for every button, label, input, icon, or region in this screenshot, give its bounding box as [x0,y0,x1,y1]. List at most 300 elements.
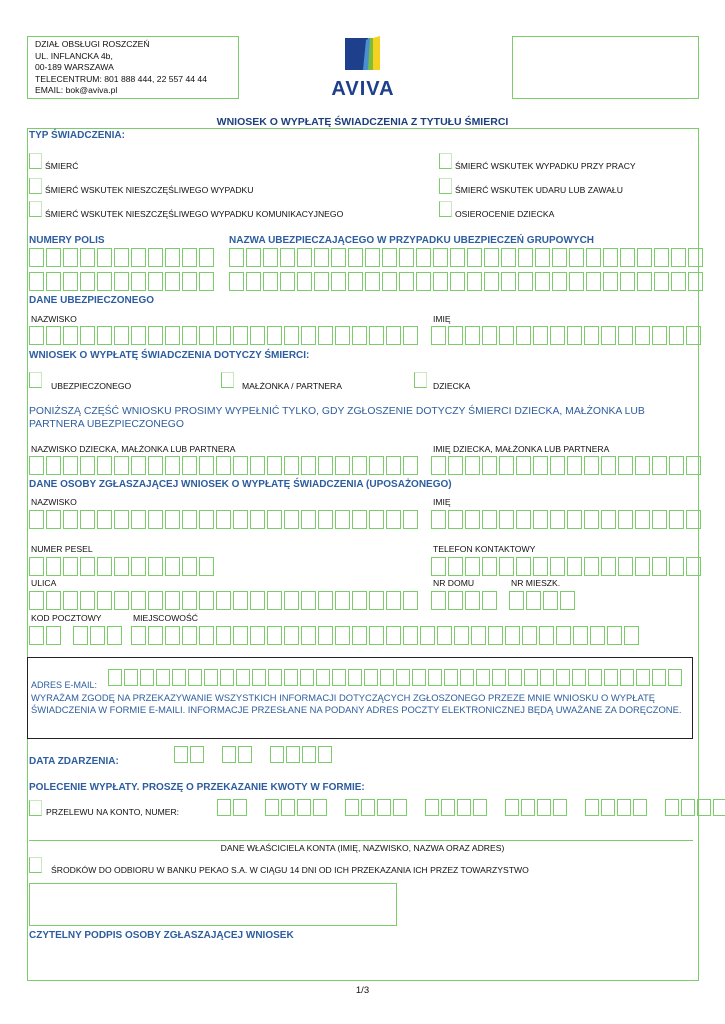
input-cell[interactable] [97,326,112,345]
input-cell[interactable] [345,799,359,816]
input-cell[interactable] [501,248,516,267]
insured-name-input[interactable] [431,326,703,345]
input-cell[interactable] [492,669,506,686]
input-cell[interactable] [250,456,265,475]
child-partner-name-input[interactable] [431,456,703,475]
input-cell[interactable] [522,626,537,645]
input-cell[interactable] [377,799,391,816]
input-cell[interactable] [403,626,418,645]
input-cell[interactable] [188,669,202,686]
input-cell[interactable] [63,557,78,576]
input-cell[interactable] [369,326,384,345]
input-cell[interactable] [148,510,163,529]
input-cell[interactable] [220,669,234,686]
input-cell[interactable] [572,669,586,686]
input-cell[interactable] [382,248,397,267]
input-cell[interactable] [348,272,363,291]
input-cell[interactable] [403,456,418,475]
input-cell[interactable] [46,626,61,645]
input-cell[interactable] [668,669,682,686]
input-cell[interactable] [688,248,703,267]
input-cell[interactable] [686,326,701,345]
input-cell[interactable] [297,799,311,816]
input-cell[interactable] [637,272,652,291]
input-cell[interactable] [499,326,514,345]
input-cell[interactable] [652,456,667,475]
input-cell[interactable] [199,326,214,345]
input-cell[interactable] [552,248,567,267]
input-cell[interactable] [124,669,138,686]
input-cell[interactable] [550,326,565,345]
input-cell[interactable] [352,626,367,645]
input-cell[interactable] [454,626,469,645]
input-cell[interactable] [148,456,163,475]
input-cell[interactable] [313,799,327,816]
input-cell[interactable] [46,510,61,529]
input-cell[interactable] [590,626,605,645]
input-cell[interactable] [165,510,180,529]
input-cell[interactable] [431,456,446,475]
input-cell[interactable] [403,510,418,529]
input-cell[interactable] [431,326,446,345]
input-cell[interactable] [603,248,618,267]
input-cell[interactable] [669,456,684,475]
input-cell[interactable] [573,626,588,645]
input-cell[interactable] [601,456,616,475]
input-cell[interactable] [284,591,299,610]
input-cell[interactable] [182,456,197,475]
input-cell[interactable] [425,799,439,816]
input-cell[interactable] [601,510,616,529]
input-cell[interactable] [499,456,514,475]
input-cell[interactable] [301,510,316,529]
input-cell[interactable] [476,669,490,686]
input-cell[interactable] [301,326,316,345]
input-cell[interactable] [560,591,575,610]
input-cell[interactable] [182,272,197,291]
input-cell[interactable] [386,591,401,610]
input-cell[interactable] [601,799,615,816]
input-cell[interactable] [654,248,669,267]
input-cell[interactable] [467,248,482,267]
event-date-input[interactable] [174,746,334,763]
signature-box[interactable] [29,883,397,926]
input-cell[interactable] [314,248,329,267]
input-cell[interactable] [686,456,701,475]
input-cell[interactable] [284,669,298,686]
input-cell[interactable] [567,557,582,576]
input-cell[interactable] [286,746,300,763]
input-cell[interactable] [182,591,197,610]
input-cell[interactable] [380,669,394,686]
input-cell[interactable] [482,456,497,475]
input-cell[interactable] [236,669,250,686]
input-cell[interactable] [348,669,362,686]
input-cell[interactable] [331,272,346,291]
input-cell[interactable] [713,799,725,816]
input-cell[interactable] [624,626,639,645]
policy-number-2-input[interactable] [29,272,216,291]
input-cell[interactable] [29,626,44,645]
input-cell[interactable] [270,746,284,763]
input-cell[interactable] [233,326,248,345]
input-cell[interactable] [216,626,231,645]
input-cell[interactable] [681,799,695,816]
input-cell[interactable] [335,591,350,610]
input-cell[interactable] [431,510,446,529]
input-cell[interactable] [448,510,463,529]
input-cell[interactable] [63,248,78,267]
input-cell[interactable] [29,248,44,267]
input-cell[interactable] [352,456,367,475]
input-cell[interactable] [669,510,684,529]
input-cell[interactable] [396,669,410,686]
input-cell[interactable] [97,510,112,529]
input-cell[interactable] [671,248,686,267]
input-cell[interactable] [318,326,333,345]
input-cell[interactable] [165,456,180,475]
input-cell[interactable] [335,510,350,529]
input-cell[interactable] [80,272,95,291]
city-input[interactable] [131,626,641,645]
input-cell[interactable] [533,326,548,345]
input-cell[interactable] [302,746,316,763]
input-cell[interactable] [331,248,346,267]
input-cell[interactable] [567,510,582,529]
input-cell[interactable] [148,591,163,610]
insured-surname-input[interactable] [29,326,420,345]
input-cell[interactable] [665,799,679,816]
input-cell[interactable] [382,272,397,291]
input-cell[interactable] [352,591,367,610]
input-cell[interactable] [618,510,633,529]
input-cell[interactable] [217,799,231,816]
input-cell[interactable] [484,248,499,267]
input-cell[interactable] [521,799,535,816]
input-cell[interactable] [46,272,61,291]
input-cell[interactable] [585,799,599,816]
input-cell[interactable] [550,456,565,475]
input-cell[interactable] [386,456,401,475]
input-cell[interactable] [365,248,380,267]
input-cell[interactable] [508,669,522,686]
input-cell[interactable] [441,799,455,816]
checkbox-bank-pickup[interactable] [29,857,42,873]
input-cell[interactable] [482,557,497,576]
input-cell[interactable] [403,591,418,610]
input-cell[interactable] [297,272,312,291]
input-cell[interactable] [686,557,701,576]
input-cell[interactable] [524,669,538,686]
input-cell[interactable] [46,591,61,610]
input-cell[interactable] [97,248,112,267]
input-cell[interactable] [399,272,414,291]
input-cell[interactable] [467,272,482,291]
input-cell[interactable] [182,557,197,576]
input-cell[interactable] [428,669,442,686]
input-cell[interactable] [465,326,480,345]
input-cell[interactable] [114,248,129,267]
input-cell[interactable] [617,799,631,816]
input-cell[interactable] [46,326,61,345]
input-cell[interactable] [172,669,186,686]
input-cell[interactable] [250,510,265,529]
input-cell[interactable] [73,626,88,645]
input-cell[interactable] [635,456,650,475]
input-cell[interactable] [267,591,282,610]
input-cell[interactable] [284,326,299,345]
input-cell[interactable] [46,557,61,576]
input-cell[interactable] [431,557,446,576]
input-cell[interactable] [618,557,633,576]
input-cell[interactable] [199,626,214,645]
input-cell[interactable] [114,591,129,610]
postcode-input[interactable] [29,626,124,645]
input-cell[interactable] [165,248,180,267]
input-cell[interactable] [652,557,667,576]
input-cell[interactable] [131,557,146,576]
account-number-input[interactable] [217,799,725,816]
input-cell[interactable] [386,326,401,345]
input-cell[interactable] [361,799,375,816]
input-cell[interactable] [516,326,531,345]
input-cell[interactable] [131,591,146,610]
input-cell[interactable] [535,248,550,267]
input-cell[interactable] [107,626,122,645]
input-cell[interactable] [80,510,95,529]
input-cell[interactable] [332,669,346,686]
applicant-name-input[interactable] [431,510,703,529]
checkbox-work-accident-death[interactable] [439,153,452,169]
input-cell[interactable] [63,326,78,345]
input-cell[interactable] [267,510,282,529]
input-cell[interactable] [569,248,584,267]
input-cell[interactable] [584,557,599,576]
input-cell[interactable] [686,510,701,529]
input-cell[interactable] [281,799,295,816]
input-cell[interactable] [516,557,531,576]
input-cell[interactable] [552,272,567,291]
input-cell[interactable] [509,591,524,610]
input-cell[interactable] [636,669,650,686]
input-cell[interactable] [114,326,129,345]
input-cell[interactable] [97,591,112,610]
input-cell[interactable] [465,591,480,610]
input-cell[interactable] [416,248,431,267]
checkbox-insured[interactable] [29,372,42,388]
group-policyholder-input-2[interactable] [229,272,705,291]
input-cell[interactable] [165,626,180,645]
input-cell[interactable] [252,669,266,686]
input-cell[interactable] [348,248,363,267]
input-cell[interactable] [457,799,471,816]
input-cell[interactable] [635,557,650,576]
email-input[interactable] [108,669,684,686]
input-cell[interactable] [567,456,582,475]
input-cell[interactable] [369,510,384,529]
input-cell[interactable] [588,669,602,686]
input-cell[interactable] [63,456,78,475]
input-cell[interactable] [156,669,170,686]
checkbox-child[interactable] [414,372,427,388]
input-cell[interactable] [318,746,332,763]
input-cell[interactable] [190,746,204,763]
input-cell[interactable] [669,557,684,576]
input-cell[interactable] [165,591,180,610]
input-cell[interactable] [216,510,231,529]
input-cell[interactable] [80,456,95,475]
input-cell[interactable] [148,272,163,291]
input-cell[interactable] [601,557,616,576]
input-cell[interactable] [352,510,367,529]
input-cell[interactable] [29,272,44,291]
input-cell[interactable] [216,326,231,345]
input-cell[interactable] [448,326,463,345]
input-cell[interactable] [246,248,261,267]
input-cell[interactable] [553,799,567,816]
input-cell[interactable] [246,272,261,291]
input-cell[interactable] [412,669,426,686]
input-cell[interactable] [114,557,129,576]
input-cell[interactable] [233,456,248,475]
input-cell[interactable] [90,626,105,645]
input-cell[interactable] [335,626,350,645]
input-cell[interactable] [516,510,531,529]
input-cell[interactable] [471,626,486,645]
input-cell[interactable] [182,510,197,529]
input-cell[interactable] [199,272,214,291]
input-cell[interactable] [620,248,635,267]
input-cell[interactable] [335,326,350,345]
input-cell[interactable] [620,272,635,291]
input-cell[interactable] [97,272,112,291]
input-cell[interactable] [63,272,78,291]
input-cell[interactable] [267,456,282,475]
input-cell[interactable] [603,272,618,291]
input-cell[interactable] [556,669,570,686]
input-cell[interactable] [80,557,95,576]
checkbox-orphanhood[interactable] [439,201,452,217]
input-cell[interactable] [567,326,582,345]
input-cell[interactable] [265,799,279,816]
input-cell[interactable] [431,591,446,610]
input-cell[interactable] [314,272,329,291]
checkbox-spouse-partner[interactable] [221,372,234,388]
input-cell[interactable] [182,326,197,345]
input-cell[interactable] [199,456,214,475]
input-cell[interactable] [233,591,248,610]
input-cell[interactable] [550,510,565,529]
input-cell[interactable] [80,591,95,610]
input-cell[interactable] [80,326,95,345]
input-cell[interactable] [216,456,231,475]
input-cell[interactable] [250,591,265,610]
input-cell[interactable] [114,272,129,291]
input-cell[interactable] [499,557,514,576]
input-cell[interactable] [316,669,330,686]
input-cell[interactable] [267,626,282,645]
input-cell[interactable] [365,272,380,291]
input-cell[interactable] [533,456,548,475]
input-cell[interactable] [364,669,378,686]
input-cell[interactable] [556,626,571,645]
input-cell[interactable] [584,510,599,529]
input-cell[interactable] [635,510,650,529]
input-cell[interactable] [165,557,180,576]
input-cell[interactable] [671,272,686,291]
group-policyholder-input-1[interactable] [229,248,705,267]
input-cell[interactable] [131,326,146,345]
input-cell[interactable] [526,591,541,610]
input-cell[interactable] [652,510,667,529]
input-cell[interactable] [550,557,565,576]
input-cell[interactable] [131,272,146,291]
input-cell[interactable] [222,746,236,763]
input-cell[interactable] [301,456,316,475]
input-cell[interactable] [516,456,531,475]
applicant-surname-input[interactable] [29,510,420,529]
input-cell[interactable] [29,326,44,345]
input-cell[interactable] [569,272,584,291]
input-cell[interactable] [131,248,146,267]
input-cell[interactable] [450,272,465,291]
pesel-input[interactable] [29,557,216,576]
input-cell[interactable] [318,456,333,475]
input-cell[interactable] [114,510,129,529]
input-cell[interactable] [216,591,231,610]
input-cell[interactable] [29,557,44,576]
input-cell[interactable] [386,626,401,645]
input-cell[interactable] [505,799,519,816]
input-cell[interactable] [352,326,367,345]
input-cell[interactable] [535,272,550,291]
phone-input[interactable] [431,557,703,576]
input-cell[interactable] [131,456,146,475]
input-cell[interactable] [482,510,497,529]
input-cell[interactable] [448,557,463,576]
input-cell[interactable] [539,626,554,645]
input-cell[interactable] [473,799,487,816]
input-cell[interactable] [29,591,44,610]
input-cell[interactable] [250,626,265,645]
input-cell[interactable] [652,326,667,345]
input-cell[interactable] [174,746,188,763]
street-input[interactable] [29,591,420,610]
input-cell[interactable] [482,591,497,610]
input-cell[interactable] [399,248,414,267]
input-cell[interactable] [280,272,295,291]
checkbox-traffic-accident-death[interactable] [29,201,42,217]
input-cell[interactable] [63,591,78,610]
input-cell[interactable] [635,326,650,345]
input-cell[interactable] [233,799,247,816]
input-cell[interactable] [433,272,448,291]
input-cell[interactable] [318,591,333,610]
input-cell[interactable] [318,510,333,529]
input-cell[interactable] [29,456,44,475]
input-cell[interactable] [505,626,520,645]
input-cell[interactable] [29,510,44,529]
input-cell[interactable] [584,456,599,475]
input-cell[interactable] [263,272,278,291]
input-cell[interactable] [601,326,616,345]
input-cell[interactable] [297,248,312,267]
input-cell[interactable] [284,456,299,475]
input-cell[interactable] [238,746,252,763]
input-cell[interactable] [199,248,214,267]
input-cell[interactable] [182,248,197,267]
input-cell[interactable] [229,272,244,291]
